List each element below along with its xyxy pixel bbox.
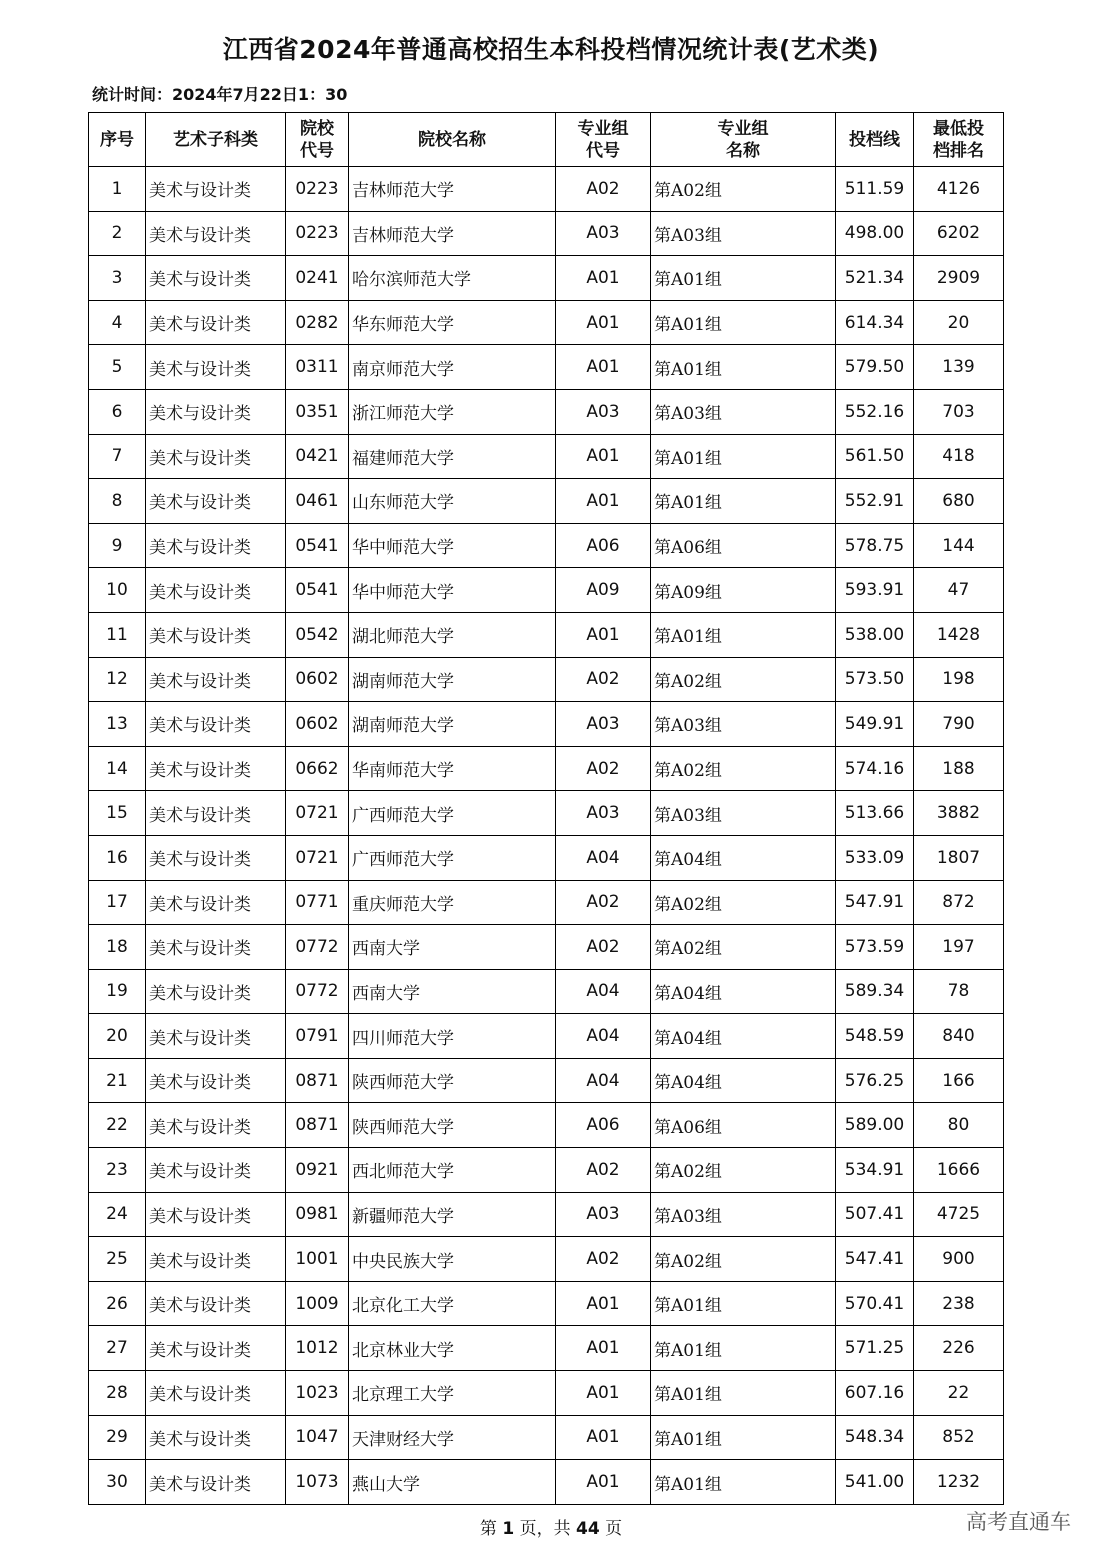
cell-rank: 1807 (914, 835, 1004, 880)
cell-score: 589.00 (836, 1103, 914, 1148)
cell-group-name: 第A03组 (651, 211, 836, 256)
cell-score: 614.34 (836, 300, 914, 345)
cell-school-code: 1047 (286, 1415, 349, 1460)
cell-group-name: 第A02组 (651, 746, 836, 791)
cell-school-code: 0223 (286, 211, 349, 256)
cell-school-code: 0541 (286, 568, 349, 613)
cell-group-name: 第A01组 (651, 345, 836, 390)
cell-group-name: 第A02组 (651, 925, 836, 970)
cell-school-code: 1073 (286, 1460, 349, 1505)
header-school-name: 院校名称 (349, 113, 556, 167)
cell-school-code: 0241 (286, 256, 349, 301)
cell-rank: 6202 (914, 211, 1004, 256)
cell-school-name: 浙江师范大学 (349, 389, 556, 434)
table-row (89, 479, 1004, 524)
cell-seq: 19 (89, 969, 146, 1014)
cell-rank: 703 (914, 389, 1004, 434)
cell-seq: 3 (89, 256, 146, 301)
cell-rank: 4725 (914, 1192, 1004, 1237)
cell-seq: 4 (89, 300, 146, 345)
cell-school-code: 0542 (286, 612, 349, 657)
cell-school-name: 福建师范大学 (349, 434, 556, 479)
table-row (89, 1058, 1004, 1103)
cell-subcategory: 美术与设计类 (146, 969, 286, 1014)
cell-group-code: A04 (556, 835, 651, 880)
cell-subcategory: 美术与设计类 (146, 746, 286, 791)
cell-score: 561.50 (836, 434, 914, 479)
cell-group-name: 第A02组 (651, 1237, 836, 1282)
cell-school-name: 山东师范大学 (349, 479, 556, 524)
cell-school-name: 西南大学 (349, 969, 556, 1014)
cell-score: 574.16 (836, 746, 914, 791)
cell-group-code: A02 (556, 746, 651, 791)
cell-rank: 226 (914, 1326, 1004, 1371)
cell-seq: 1 (89, 167, 146, 212)
cell-school-code: 0311 (286, 345, 349, 390)
table-row (89, 1371, 1004, 1416)
cell-seq: 27 (89, 1326, 146, 1371)
cell-rank: 4126 (914, 167, 1004, 212)
cell-rank: 188 (914, 746, 1004, 791)
cell-school-name: 湖北师范大学 (349, 612, 556, 657)
cell-group-code: A01 (556, 256, 651, 301)
cell-score: 541.00 (836, 1460, 914, 1505)
cell-group-name: 第A02组 (651, 1148, 836, 1193)
cell-rank: 1428 (914, 612, 1004, 657)
cell-group-name: 第A01组 (651, 1415, 836, 1460)
footer-prefix: 第 (479, 1519, 497, 1539)
cell-seq: 2 (89, 211, 146, 256)
cell-seq: 11 (89, 612, 146, 657)
table-row (89, 1148, 1004, 1193)
cell-group-code: A01 (556, 1326, 651, 1371)
cell-school-code: 1023 (286, 1371, 349, 1416)
cell-group-name: 第A01组 (651, 434, 836, 479)
cell-group-code: A03 (556, 389, 651, 434)
cell-score: 548.34 (836, 1415, 914, 1460)
cell-group-name: 第A09组 (651, 568, 836, 613)
cell-subcategory: 美术与设计类 (146, 657, 286, 702)
cell-school-code: 0721 (286, 791, 349, 836)
cell-subcategory: 美术与设计类 (146, 1237, 286, 1282)
cell-score: 570.41 (836, 1281, 914, 1326)
cell-score: 593.91 (836, 568, 914, 613)
cell-subcategory: 美术与设计类 (146, 167, 286, 212)
cell-group-code: A06 (556, 1103, 651, 1148)
cell-school-code: 0461 (286, 479, 349, 524)
cell-school-code: 0771 (286, 880, 349, 925)
cell-school-code: 0282 (286, 300, 349, 345)
header-subcategory: 艺术子科类 (146, 113, 286, 167)
cell-school-name: 南京师范大学 (349, 345, 556, 390)
cell-group-name: 第A04组 (651, 969, 836, 1014)
cell-school-name: 湖南师范大学 (349, 702, 556, 747)
cell-seq: 13 (89, 702, 146, 747)
cell-seq: 24 (89, 1192, 146, 1237)
cell-seq: 18 (89, 925, 146, 970)
cell-group-code: A02 (556, 880, 651, 925)
cell-seq: 17 (89, 880, 146, 925)
cell-school-code: 0541 (286, 523, 349, 568)
cell-school-name: 中央民族大学 (349, 1237, 556, 1282)
cell-school-name: 哈尔滨师范大学 (349, 256, 556, 301)
table-row (89, 1103, 1004, 1148)
cell-rank: 78 (914, 969, 1004, 1014)
cell-subcategory: 美术与设计类 (146, 479, 286, 524)
cell-score: 498.00 (836, 211, 914, 256)
cell-group-name: 第A01组 (651, 1460, 836, 1505)
cell-school-name: 吉林师范大学 (349, 211, 556, 256)
cell-group-name: 第A04组 (651, 1014, 836, 1059)
cell-subcategory: 美术与设计类 (146, 1371, 286, 1416)
cell-rank: 197 (914, 925, 1004, 970)
table-row (89, 523, 1004, 568)
table-row (89, 880, 1004, 925)
cell-school-name: 西南大学 (349, 925, 556, 970)
cell-school-code: 0772 (286, 969, 349, 1014)
cell-score: 547.41 (836, 1237, 914, 1282)
cell-score: 534.91 (836, 1148, 914, 1193)
cell-score: 511.59 (836, 167, 914, 212)
cell-subcategory: 美术与设计类 (146, 211, 286, 256)
cell-group-name: 第A03组 (651, 389, 836, 434)
cell-group-code: A02 (556, 1237, 651, 1282)
header-score: 投档线 (836, 113, 914, 167)
cell-seq: 6 (89, 389, 146, 434)
cell-school-code: 1009 (286, 1281, 349, 1326)
cell-group-code: A03 (556, 1192, 651, 1237)
cell-score: 607.16 (836, 1371, 914, 1416)
cell-school-name: 广西师范大学 (349, 835, 556, 880)
cell-group-name: 第A01组 (651, 256, 836, 301)
cell-rank: 238 (914, 1281, 1004, 1326)
header-seq: 序号 (89, 113, 146, 167)
cell-group-code: A03 (556, 702, 651, 747)
table-row (89, 1281, 1004, 1326)
table-row (89, 702, 1004, 747)
cell-school-code: 0721 (286, 835, 349, 880)
cell-group-code: A03 (556, 791, 651, 836)
cell-score: 571.25 (836, 1326, 914, 1371)
cell-subcategory: 美术与设计类 (146, 389, 286, 434)
cell-seq: 25 (89, 1237, 146, 1282)
cell-subcategory: 美术与设计类 (146, 1103, 286, 1148)
table-header-row (89, 113, 1004, 167)
cell-group-name: 第A01组 (651, 479, 836, 524)
cell-school-code: 0871 (286, 1103, 349, 1148)
cell-seq: 16 (89, 835, 146, 880)
header-group-name: 专业组名称 (651, 113, 836, 167)
table-row (89, 1460, 1004, 1505)
cell-subcategory: 美术与设计类 (146, 1148, 286, 1193)
cell-seq: 8 (89, 479, 146, 524)
table-row (89, 746, 1004, 791)
cell-subcategory: 美术与设计类 (146, 1192, 286, 1237)
cell-score: 549.91 (836, 702, 914, 747)
cell-school-name: 广西师范大学 (349, 791, 556, 836)
cell-rank: 139 (914, 345, 1004, 390)
cell-school-name: 北京理工大学 (349, 1371, 556, 1416)
cell-group-code: A01 (556, 434, 651, 479)
cell-school-name: 燕山大学 (349, 1460, 556, 1505)
table-row (89, 389, 1004, 434)
cell-group-code: A02 (556, 167, 651, 212)
header-rank: 最低投档排名 (914, 113, 1004, 167)
cell-rank: 22 (914, 1371, 1004, 1416)
cell-subcategory: 美术与设计类 (146, 1281, 286, 1326)
cell-score: 547.91 (836, 880, 914, 925)
cell-school-name: 湖南师范大学 (349, 657, 556, 702)
cell-subcategory: 美术与设计类 (146, 1326, 286, 1371)
cell-group-code: A01 (556, 1415, 651, 1460)
cell-seq: 30 (89, 1460, 146, 1505)
cell-seq: 22 (89, 1103, 146, 1148)
cell-group-name: 第A04组 (651, 1058, 836, 1103)
cell-score: 573.59 (836, 925, 914, 970)
cell-school-name: 新疆师范大学 (349, 1192, 556, 1237)
cell-group-code: A02 (556, 657, 651, 702)
cell-school-code: 0421 (286, 434, 349, 479)
cell-group-name: 第A01组 (651, 1326, 836, 1371)
cell-subcategory: 美术与设计类 (146, 345, 286, 390)
cell-rank: 852 (914, 1415, 1004, 1460)
cell-rank: 2909 (914, 256, 1004, 301)
cell-school-name: 天津财经大学 (349, 1415, 556, 1460)
footer-page-number: 1 (502, 1519, 515, 1539)
table-row (89, 434, 1004, 479)
cell-score: 579.50 (836, 345, 914, 390)
cell-school-name: 陕西师范大学 (349, 1103, 556, 1148)
cell-school-name: 陕西师范大学 (349, 1058, 556, 1103)
cell-group-code: A09 (556, 568, 651, 613)
cell-school-code: 0602 (286, 702, 349, 747)
cell-group-code: A01 (556, 300, 651, 345)
cell-seq: 9 (89, 523, 146, 568)
table-row (89, 657, 1004, 702)
cell-subcategory: 美术与设计类 (146, 925, 286, 970)
cell-seq: 12 (89, 657, 146, 702)
cell-rank: 900 (914, 1237, 1004, 1282)
cell-rank: 840 (914, 1014, 1004, 1059)
cell-group-code: A04 (556, 1058, 651, 1103)
cell-rank: 1666 (914, 1148, 1004, 1193)
cell-school-name: 吉林师范大学 (349, 167, 556, 212)
cell-seq: 23 (89, 1148, 146, 1193)
cell-group-name: 第A01组 (651, 1281, 836, 1326)
table-row (89, 345, 1004, 390)
cell-group-name: 第A06组 (651, 1103, 836, 1148)
cell-seq: 7 (89, 434, 146, 479)
cell-subcategory: 美术与设计类 (146, 702, 286, 747)
cell-school-name: 北京林业大学 (349, 1326, 556, 1371)
cell-group-code: A01 (556, 1281, 651, 1326)
cell-school-name: 西北师范大学 (349, 1148, 556, 1193)
header-group-code: 专业组代号 (556, 113, 651, 167)
table-row (89, 1326, 1004, 1371)
cell-score: 552.16 (836, 389, 914, 434)
table-row (89, 791, 1004, 836)
cell-group-name: 第A03组 (651, 702, 836, 747)
cell-group-code: A01 (556, 479, 651, 524)
cell-score: 573.50 (836, 657, 914, 702)
cell-rank: 3882 (914, 791, 1004, 836)
cell-rank: 872 (914, 880, 1004, 925)
cell-school-code: 0981 (286, 1192, 349, 1237)
table-row (89, 1014, 1004, 1059)
table-row (89, 612, 1004, 657)
cell-rank: 80 (914, 1103, 1004, 1148)
cell-seq: 14 (89, 746, 146, 791)
cell-score: 533.09 (836, 835, 914, 880)
cell-subcategory: 美术与设计类 (146, 1415, 286, 1460)
table-row (89, 969, 1004, 1014)
table-row (89, 1415, 1004, 1460)
cell-seq: 10 (89, 568, 146, 613)
cell-group-code: A01 (556, 345, 651, 390)
cell-score: 513.66 (836, 791, 914, 836)
cell-group-name: 第A04组 (651, 835, 836, 880)
cell-school-code: 0791 (286, 1014, 349, 1059)
cell-school-code: 0223 (286, 167, 349, 212)
cell-school-code: 0871 (286, 1058, 349, 1103)
footer-total-pages: 44 (575, 1519, 600, 1539)
cell-score: 507.41 (836, 1192, 914, 1237)
table-row (89, 1237, 1004, 1282)
cell-group-name: 第A02组 (651, 167, 836, 212)
cell-subcategory: 美术与设计类 (146, 835, 286, 880)
stat-time: 统计时间：2024年7月22日1：30 (92, 85, 348, 104)
cell-subcategory: 美术与设计类 (146, 434, 286, 479)
cell-group-code: A02 (556, 925, 651, 970)
page-title: 江西省2024年普通高校招生本科投档情况统计表(艺术类) (222, 35, 880, 64)
cell-subcategory: 美术与设计类 (146, 256, 286, 301)
cell-rank: 47 (914, 568, 1004, 613)
cell-school-code: 1012 (286, 1326, 349, 1371)
cell-group-name: 第A02组 (651, 657, 836, 702)
cell-seq: 5 (89, 345, 146, 390)
cell-seq: 21 (89, 1058, 146, 1103)
brand-watermark: 高考直通车 (966, 1510, 1071, 1534)
table-row (89, 925, 1004, 970)
cell-group-code: A04 (556, 969, 651, 1014)
cell-school-code: 0662 (286, 746, 349, 791)
cell-subcategory: 美术与设计类 (146, 1058, 286, 1103)
table-row (89, 568, 1004, 613)
cell-score: 589.34 (836, 969, 914, 1014)
cell-school-name: 四川师范大学 (349, 1014, 556, 1059)
cell-score: 552.91 (836, 479, 914, 524)
cell-rank: 418 (914, 434, 1004, 479)
cell-group-name: 第A01组 (651, 1371, 836, 1416)
table-row (89, 256, 1004, 301)
admission-table (88, 112, 1004, 1505)
cell-subcategory: 美术与设计类 (146, 568, 286, 613)
cell-group-name: 第A03组 (651, 791, 836, 836)
cell-group-code: A01 (556, 1371, 651, 1416)
footer-suffix: 页 (605, 1519, 623, 1539)
table-row (89, 300, 1004, 345)
cell-group-name: 第A01组 (651, 612, 836, 657)
cell-score: 576.25 (836, 1058, 914, 1103)
cell-subcategory: 美术与设计类 (146, 1460, 286, 1505)
cell-seq: 15 (89, 791, 146, 836)
cell-rank: 144 (914, 523, 1004, 568)
cell-group-code: A01 (556, 612, 651, 657)
cell-school-name: 华中师范大学 (349, 523, 556, 568)
cell-group-name: 第A06组 (651, 523, 836, 568)
cell-group-code: A02 (556, 1148, 651, 1193)
cell-group-name: 第A01组 (651, 300, 836, 345)
table-row (89, 167, 1004, 212)
cell-group-code: A06 (556, 523, 651, 568)
table-body (89, 167, 1004, 1505)
header-school-code: 院校代号 (286, 113, 349, 167)
cell-seq: 20 (89, 1014, 146, 1059)
cell-score: 538.00 (836, 612, 914, 657)
table-row (89, 1192, 1004, 1237)
cell-school-name: 重庆师范大学 (349, 880, 556, 925)
cell-rank: 680 (914, 479, 1004, 524)
cell-subcategory: 美术与设计类 (146, 791, 286, 836)
cell-score: 548.59 (836, 1014, 914, 1059)
cell-school-code: 0602 (286, 657, 349, 702)
cell-school-code: 0351 (286, 389, 349, 434)
cell-school-code: 1001 (286, 1237, 349, 1282)
cell-subcategory: 美术与设计类 (146, 880, 286, 925)
cell-school-name: 北京化工大学 (349, 1281, 556, 1326)
cell-rank: 1232 (914, 1460, 1004, 1505)
table-row (89, 835, 1004, 880)
cell-seq: 26 (89, 1281, 146, 1326)
table-row (89, 211, 1004, 256)
cell-rank: 790 (914, 702, 1004, 747)
cell-school-code: 0921 (286, 1148, 349, 1193)
cell-rank: 20 (914, 300, 1004, 345)
cell-subcategory: 美术与设计类 (146, 612, 286, 657)
cell-score: 521.34 (836, 256, 914, 301)
cell-subcategory: 美术与设计类 (146, 300, 286, 345)
cell-group-name: 第A02组 (651, 880, 836, 925)
cell-group-name: 第A03组 (651, 1192, 836, 1237)
cell-school-name: 华南师范大学 (349, 746, 556, 791)
cell-school-name: 华东师范大学 (349, 300, 556, 345)
cell-subcategory: 美术与设计类 (146, 523, 286, 568)
cell-group-code: A01 (556, 1460, 651, 1505)
cell-rank: 166 (914, 1058, 1004, 1103)
cell-score: 578.75 (836, 523, 914, 568)
cell-seq: 29 (89, 1415, 146, 1460)
cell-rank: 198 (914, 657, 1004, 702)
cell-subcategory: 美术与设计类 (146, 1014, 286, 1059)
footer-middle: 页，共 (519, 1519, 571, 1539)
cell-group-code: A03 (556, 211, 651, 256)
cell-school-name: 华中师范大学 (349, 568, 556, 613)
cell-school-code: 0772 (286, 925, 349, 970)
cell-group-code: A04 (556, 1014, 651, 1059)
cell-seq: 28 (89, 1371, 146, 1416)
page-footer (0, 1514, 1102, 1539)
